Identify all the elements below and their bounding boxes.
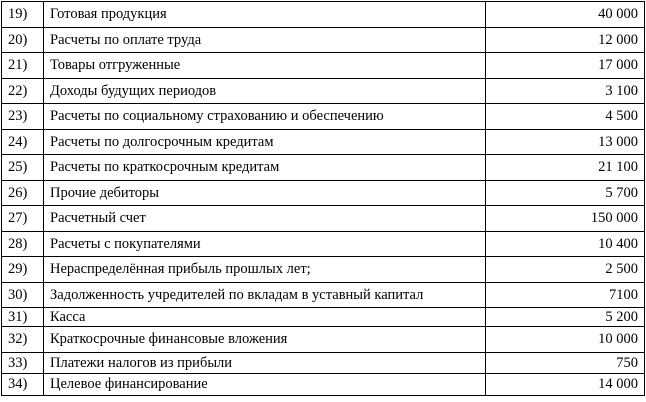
amount-value: 4 500 — [486, 104, 645, 130]
amount-value: 17 000 — [486, 53, 645, 79]
row-number: 24) — [2, 130, 44, 155]
amount-value: 14 000 — [486, 374, 645, 396]
amount-value: 40 000 — [486, 2, 645, 28]
account-name: Расчеты по краткосрочным кредитам — [44, 155, 486, 181]
account-name: Расчеты по оплате труда — [44, 28, 486, 53]
table-row — [2, 327, 645, 353]
row-number: 34) — [2, 374, 44, 396]
row-number: 19) — [2, 2, 44, 28]
account-name: Расчеты с покупателями — [44, 232, 486, 257]
table-row — [2, 28, 645, 53]
amount-value: 750 — [486, 353, 645, 374]
amount-value: 10 000 — [486, 327, 645, 353]
account-name: Товары отгруженные — [44, 53, 486, 79]
account-name: Касса — [44, 308, 486, 327]
table-row — [2, 283, 645, 308]
account-name: Платежи налогов из прибыли — [44, 353, 486, 374]
amount-value: 3 100 — [486, 79, 645, 104]
account-name: Прочие дебиторы — [44, 181, 486, 206]
row-number: 22) — [2, 79, 44, 104]
table-row — [2, 374, 645, 396]
row-number: 25) — [2, 155, 44, 181]
amount-value: 5 200 — [486, 308, 645, 327]
ledger-body — [2, 2, 645, 396]
amount-value: 21 100 — [486, 155, 645, 181]
row-number: 30) — [2, 283, 44, 308]
table-row — [2, 79, 645, 104]
table-row — [2, 308, 645, 327]
table-row — [2, 353, 645, 374]
amount-value: 5 700 — [486, 181, 645, 206]
amount-value: 13 000 — [486, 130, 645, 155]
account-name: Целевое финансирование — [44, 374, 486, 396]
table-row — [2, 257, 645, 283]
row-number: 26) — [2, 181, 44, 206]
account-name: Расчеты по долгосрочным кредитам — [44, 130, 486, 155]
row-number: 21) — [2, 53, 44, 79]
ledger-table — [1, 1, 645, 396]
amount-value: 7100 — [486, 283, 645, 308]
amount-value: 2 500 — [486, 257, 645, 283]
table-row — [2, 181, 645, 206]
row-number: 29) — [2, 257, 44, 283]
account-name: Нераспределённая прибыль прошлых лет; — [44, 257, 486, 283]
row-number: 20) — [2, 28, 44, 53]
account-name: Расчеты по социальному страхованию и обеспечению — [44, 104, 486, 130]
row-number: 31) — [2, 308, 44, 327]
table-row — [2, 53, 645, 79]
amount-value: 12 000 — [486, 28, 645, 53]
table-row — [2, 232, 645, 257]
table-row — [2, 130, 645, 155]
row-number: 23) — [2, 104, 44, 130]
amount-value: 150 000 — [486, 206, 645, 232]
table-row — [2, 2, 645, 28]
row-number: 32) — [2, 327, 44, 353]
account-name: Готовая продукция — [44, 2, 486, 28]
row-number: 27) — [2, 206, 44, 232]
account-name: Задолженность учредителей по вкладам в уставный капитал — [44, 283, 486, 308]
row-number: 28) — [2, 232, 44, 257]
account-name: Краткосрочные финансовые вложения — [44, 327, 486, 353]
amount-value: 10 400 — [486, 232, 645, 257]
row-number: 33) — [2, 353, 44, 374]
table-row — [2, 206, 645, 232]
account-name: Доходы будущих периодов — [44, 79, 486, 104]
table-row — [2, 104, 645, 130]
account-name: Расчетный счет — [44, 206, 486, 232]
table-row — [2, 155, 645, 181]
